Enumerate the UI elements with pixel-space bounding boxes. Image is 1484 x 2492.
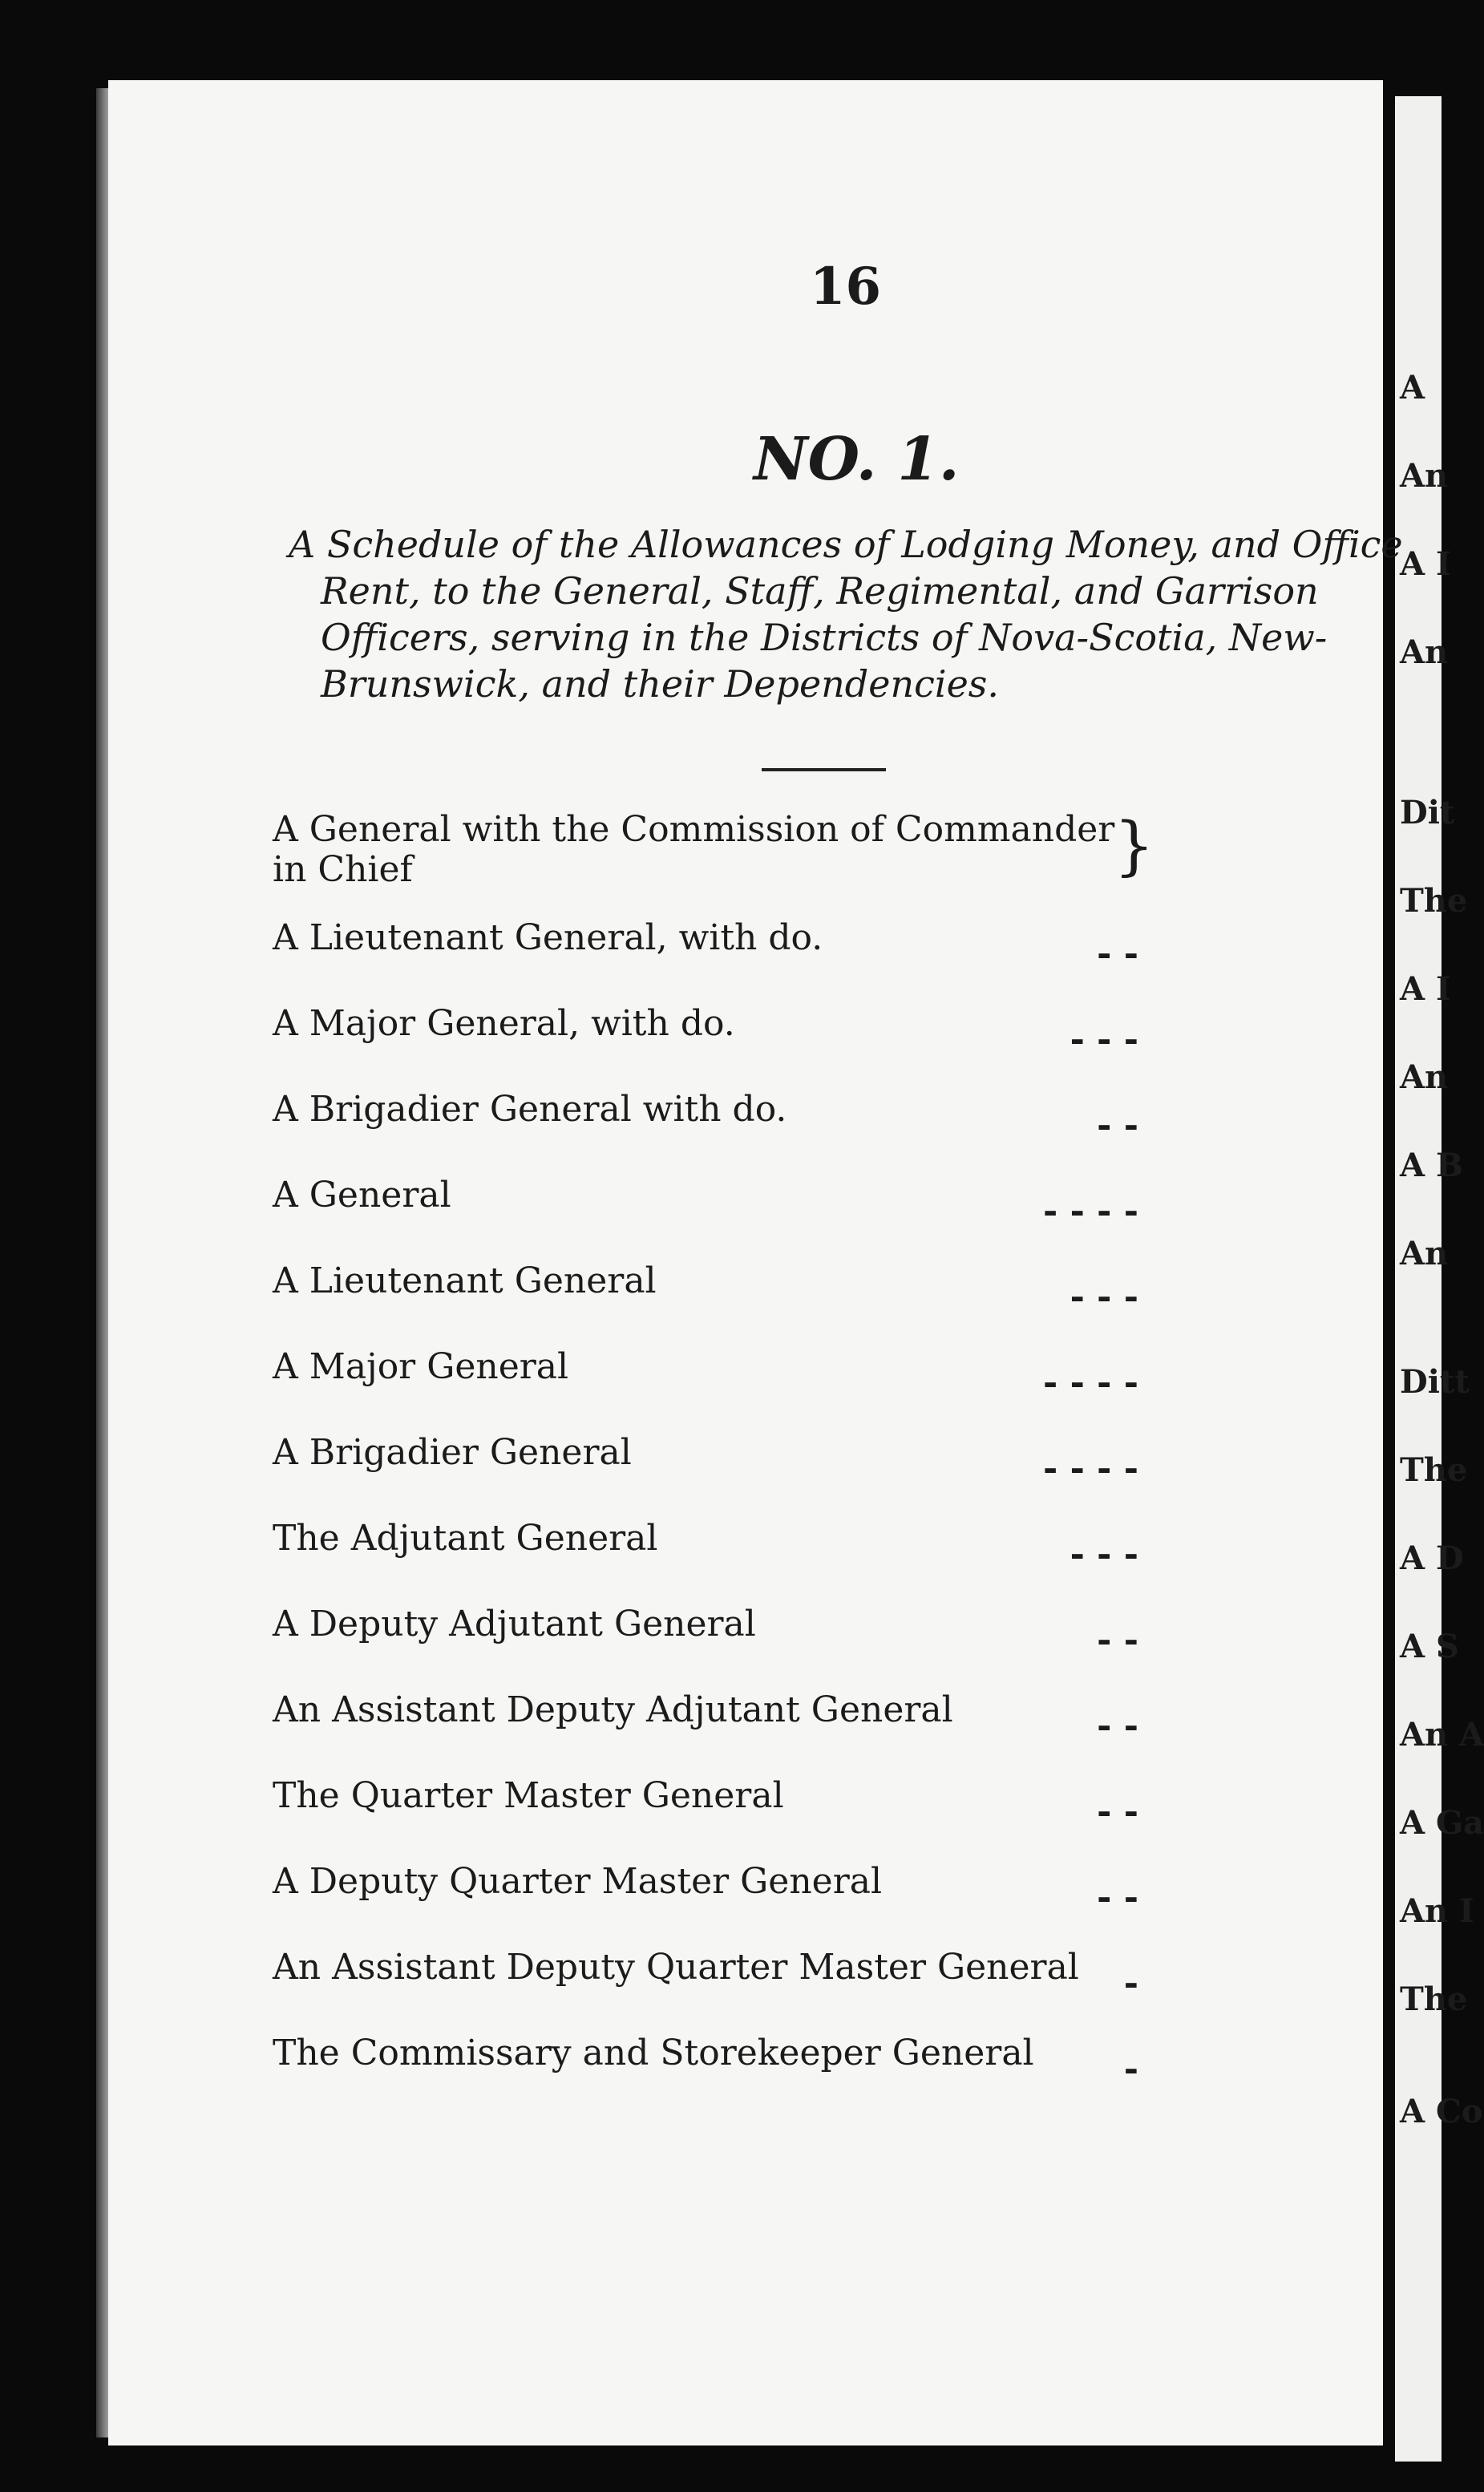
facing-text: Ditt	[1400, 1363, 1470, 1401]
leader-dashes: - -	[1097, 933, 1138, 974]
entry-text: A General	[273, 1175, 451, 1216]
facing-text: A Ga	[1400, 1804, 1484, 1842]
leader-dashes: - - - -	[1042, 1191, 1138, 1232]
facing-text: A Co	[1400, 2093, 1483, 2130]
leader-dashes: - - -	[1070, 1276, 1138, 1317]
list-item	[273, 1261, 1171, 1347]
facing-text: An	[1400, 1235, 1449, 1272]
entry-text: A Lieutenant General	[273, 1260, 657, 1301]
entry-text: An Assistant Deputy Adjutant General	[273, 1689, 953, 1730]
leader-dashes: - -	[1097, 1705, 1138, 1746]
facing-text: Dit	[1400, 794, 1455, 831]
facing-text: A	[1400, 369, 1425, 407]
facing-text: A I	[1400, 545, 1451, 583]
list-item	[273, 1519, 1171, 1604]
leader-dashes: - -	[1097, 1105, 1138, 1146]
list-item	[273, 1948, 1171, 2033]
list-item	[273, 1090, 1171, 1175]
list-item	[273, 1862, 1171, 1948]
list-item	[273, 1347, 1171, 1433]
list-item	[273, 1604, 1171, 1690]
entry-text: A Brigadier General	[273, 1432, 632, 1473]
entry-text: A Major General, with do.	[273, 1003, 735, 1044]
entry-text: A Major General	[273, 1346, 569, 1387]
leader-dashes: - - -	[1070, 1019, 1138, 1060]
entry-text: The Quarter Master General	[273, 1775, 784, 1816]
facing-text: A I	[1400, 970, 1451, 1008]
facing-text: A B	[1400, 1147, 1463, 1184]
document-number: NO. 1.	[754, 425, 960, 494]
facing-text: The	[1400, 1451, 1468, 1489]
facing-text: An I	[1400, 1892, 1474, 1930]
facing-text: A S	[1400, 1628, 1459, 1665]
facing-text: An	[1400, 457, 1449, 495]
list-item	[273, 918, 1171, 1004]
entry-text: The Commissary and Storekeeper General	[273, 2033, 1034, 2073]
facing-text: The	[1400, 1980, 1468, 2018]
leader-dashes: - - - -	[1042, 1362, 1138, 1403]
leader-dashes: - - - -	[1042, 1448, 1138, 1489]
list-item	[273, 1776, 1171, 1862]
facing-text: An	[1400, 633, 1449, 671]
leader-dashes: - - -	[1070, 1534, 1138, 1575]
facing-text: An A	[1400, 1716, 1484, 1754]
leader-dashes: - -	[1097, 1620, 1138, 1661]
entry-text: A Brigadier General with do.	[273, 1089, 787, 1130]
schedule-list	[273, 810, 1171, 2119]
entry-text: A Deputy Adjutant General	[273, 1604, 756, 1644]
facing-text: An	[1400, 1058, 1449, 1096]
list-item	[273, 1004, 1171, 1090]
entry-text: A General with the Commission of Commander in Chief	[273, 809, 1115, 890]
brace-mark: }	[1114, 808, 1154, 883]
list-item	[273, 810, 1154, 918]
leader-dashes: - -	[1097, 1877, 1138, 1918]
entry-text: A Lieutenant General, with do.	[273, 917, 823, 958]
facing-text: A D	[1400, 1539, 1464, 1577]
list-item	[273, 1433, 1171, 1519]
entry-text: The Adjutant General	[273, 1518, 658, 1559]
leader-dashes: -	[1123, 2049, 1138, 2089]
list-item	[273, 2033, 1171, 2119]
entry-text: An Assistant Deputy Quarter Master General	[273, 1947, 1079, 1988]
schedule-title: A Schedule of the Allowances of Lodging Money, and Office Rent, to the General, Staff, Regimental, and Garrison Officers, serving in the Districts of Nova-Scotia, New-Brunswick, and their Dependencies.	[289, 523, 1403, 706]
list-item	[273, 1175, 1171, 1261]
entry-text: A Deputy Quarter Master General	[273, 1861, 883, 1902]
facing-page-fragment	[1395, 96, 1484, 2462]
facing-text: The	[1400, 882, 1468, 920]
list-item	[273, 1690, 1171, 1776]
leader-dashes: -	[1123, 1963, 1138, 2004]
title-divider	[762, 768, 886, 771]
leader-dashes: - -	[1097, 1791, 1138, 1832]
page-number: 16	[810, 257, 882, 317]
